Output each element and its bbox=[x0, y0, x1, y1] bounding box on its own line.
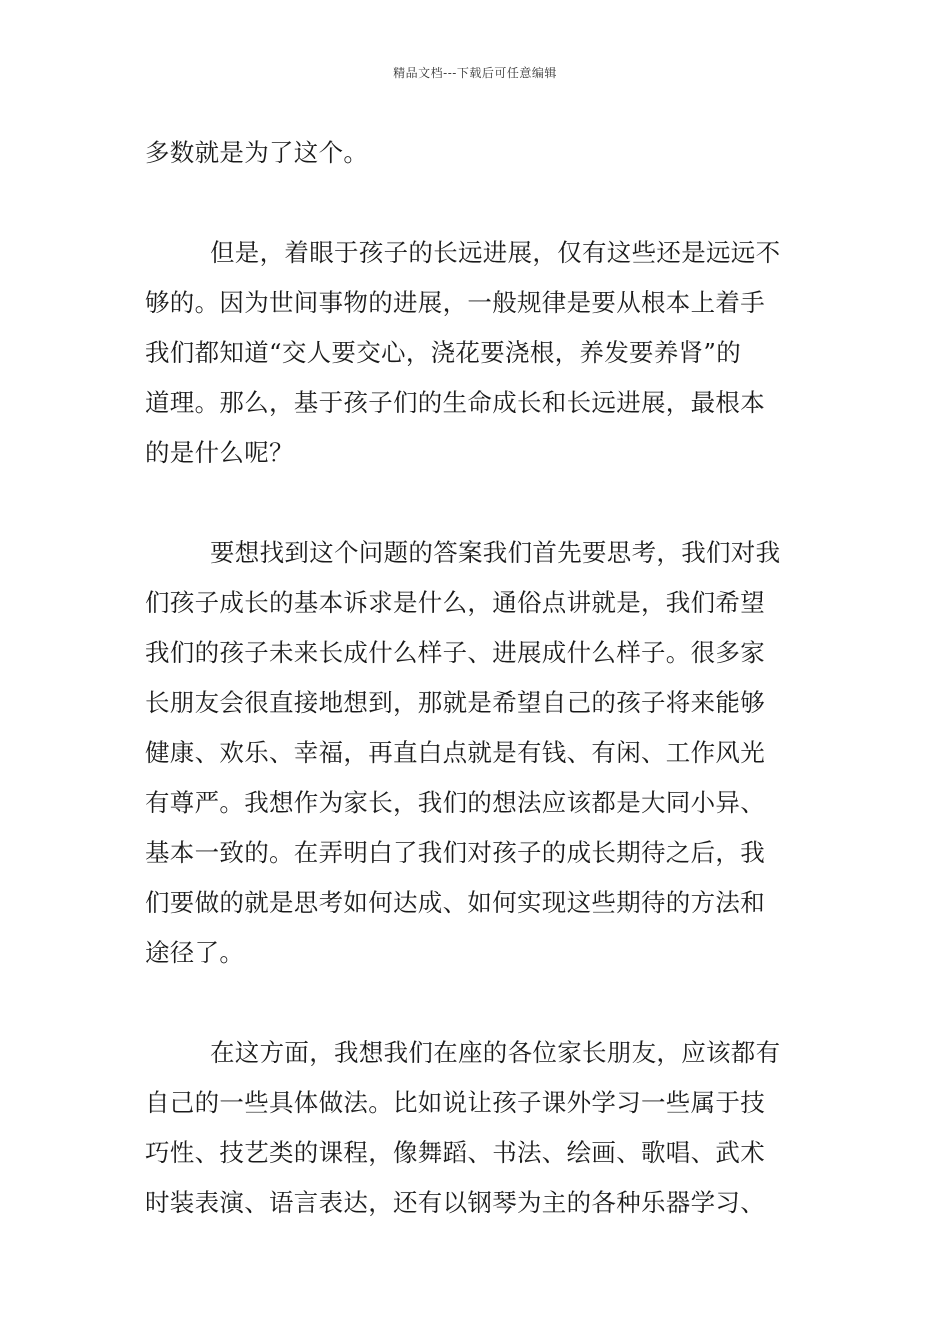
text-line: 途径了。 bbox=[145, 938, 245, 967]
text-line: 们孩子成长的基本诉求是什么，通俗点讲就是，我们希望 bbox=[145, 588, 765, 617]
text-line: 道理。那么，基于孩子们的生命成长和长远进展，最根本 bbox=[145, 388, 765, 417]
text-line: 我们的孩子未来长成什么样子、进展成什么样子。很多家 bbox=[145, 638, 765, 667]
text-line: 多数就是为了这个。 bbox=[145, 138, 369, 167]
text-line: 但是，着眼于孩子的长远进展，仅有这些还是远远不 bbox=[210, 238, 781, 267]
text-line: 有尊严。我想作为家长，我们的想法应该都是大同小异、 bbox=[145, 788, 765, 817]
paragraph-gap bbox=[145, 478, 807, 528]
text-line: 长朋友会很直接地想到，那就是希望自己的孩子将来能够 bbox=[145, 688, 765, 717]
text-line: 巧性、技艺类的课程，像舞蹈、书法、绘画、歌唱、武术 bbox=[145, 1138, 765, 1167]
page-header: 精品文档---下载后可任意编辑 bbox=[393, 66, 557, 80]
text-line: 够的。因为世间事物的进展，一般规律是要从根本上着手 bbox=[145, 288, 765, 317]
text-line: 时装表演、语言表达，还有以钢琴为主的各种乐器学习、 bbox=[145, 1188, 765, 1217]
text-line: 在这方面，我想我们在座的各位家长朋友，应该都有 bbox=[210, 1038, 781, 1067]
text-line: 基本一致的。在弄明白了我们对孩子的成长期待之后，我 bbox=[145, 838, 765, 867]
text-line: 我们都知道“交人要交心，浇花要浇根，养发要养肾”的 bbox=[145, 338, 742, 367]
paragraph-gap bbox=[145, 978, 807, 1028]
text-line: 要想找到这个问题的答案我们首先要思考，我们对我 bbox=[210, 538, 781, 567]
paragraph bbox=[145, 228, 807, 478]
text-line: 健康、欢乐、幸福，再直白点就是有钱、有闲、工作风光 bbox=[145, 738, 765, 767]
document-body bbox=[145, 128, 807, 1228]
paragraph bbox=[145, 1028, 807, 1228]
paragraph bbox=[145, 128, 807, 178]
text-line: 的是什么呢？ bbox=[145, 438, 294, 467]
text-line: 自己的一些具体做法。比如说让孩子课外学习一些属于技 bbox=[145, 1088, 765, 1117]
paragraph-gap bbox=[145, 178, 807, 228]
paragraph bbox=[145, 528, 807, 978]
text-line: 们要做的就是思考如何达成、如何实现这些期待的方法和 bbox=[145, 888, 765, 917]
